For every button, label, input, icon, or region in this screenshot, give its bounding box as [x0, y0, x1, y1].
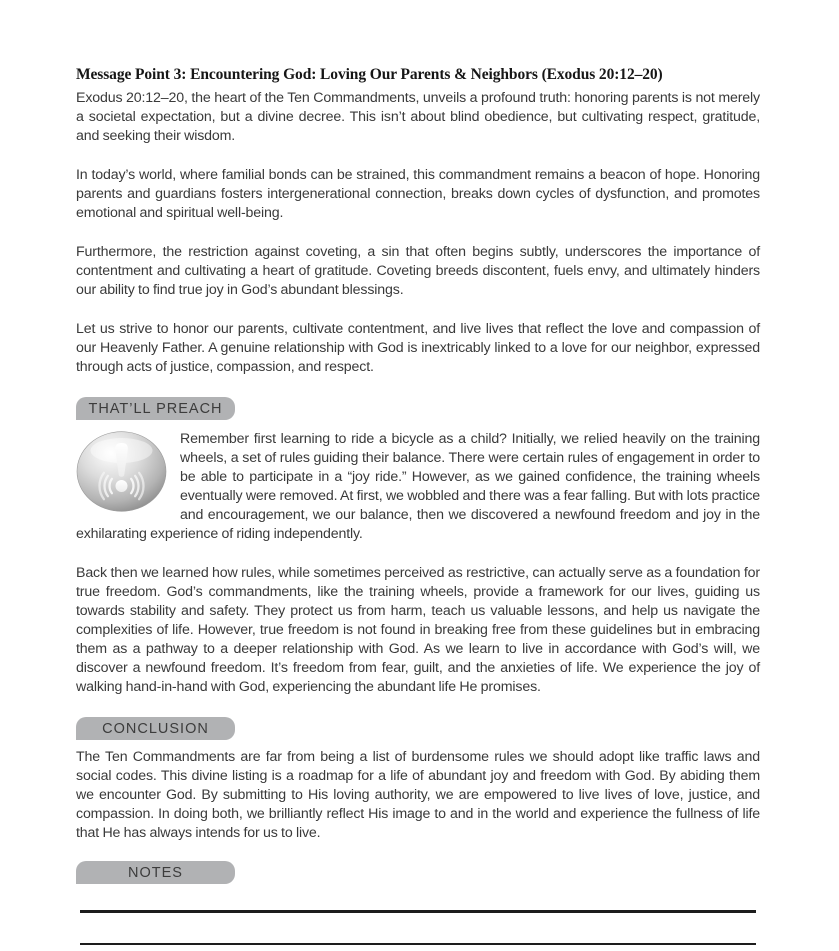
tab-notes — [76, 861, 235, 884]
notes-section — [76, 861, 760, 945]
preach-paragraph-1: Remember first learning to ride a bicycle as a child? Initially, we relied heavily on the training wheels, a set of rules guiding their balance. There were certain rules of engagement in order to be able to participate in a “joy ride.” However, as we gained confidence, the training wheels eventually were removed. At first, we wobbled and there was a fear falling. But with lots practice and encouragement, we our balance, then we discovered a newfound freedom and joy in the exhilarating experience of riding independently. — [76, 431, 760, 542]
intro-paragraph-1: Exodus 20:12–20, the heart of the Ten Commandments, unveils a profound truth: honoring parents is not merely a societal expectation, but a divine decree. This isn’t about blind obedience, but cultivating respect, gratitude, and seeking their wisdom. — [76, 90, 760, 144]
thatll-preach-label: THAT’LL PREACH — [88, 400, 223, 417]
preach-paragraph-2: Back then we learned how rules, while sometimes perceived as restrictive, can actually serve as a foundation for true freedom. God’s commandments, like the training wheels, provide a framework for our lives, guiding us towards stability and safety. They protect us from harm, teach us valuable lessons, and help us navigate the complexities of life. However, true freedom is not found in breaking free from these guidelines but in embracing them as a pathway to a deeper relationship with God. As we learn to live in accordance with God’s will, we discover a newfound freedom. It’s freedom from fear, guilt, and the anxieties of life. We experience the joy of walking hand-in-hand with God, experiencing the abundant life He promises. — [76, 565, 760, 695]
conclusion-paragraph: The Ten Commandments are far from being a list of burdensome rules we should adopt like traffic laws and social codes. This divine listing is a roadmap for a life of abundant joy and freedom with God. By abiding them we encounter God. By submitting to His loving authority, we are empowered to live lives of love, justice, and compassion. In doing both, we brilliantly reflect His image to and in the world and experience the fullness of life that He has always intends for us to live. — [76, 749, 760, 841]
document-content — [76, 0, 760, 863]
intro-paragraph-3: Furthermore, the restriction against coveting, a sin that often begins subtly, underscores the importance of contentment and cultivating a heart of gratitude. Coveting breeds discontent, fuels envy, and ultimately hinders our ability to find true joy in God’s abundant blessings. — [76, 244, 760, 298]
tab-thatll-preach — [76, 397, 235, 420]
notes-line — [80, 910, 756, 913]
page-title: Message Point 3: Encountering God: Loving Our Parents & Neighbors (Exodus 20:12–20) — [76, 66, 663, 83]
exclamation-sound-icon — [76, 431, 167, 512]
tab-conclusion — [76, 717, 235, 740]
notes-label: NOTES — [128, 864, 183, 881]
thatll-preach-block — [76, 430, 760, 564]
intro-paragraph-2: In today’s world, where familial bonds can be strained, this commandment remains a beacon of hope. Honoring parents and guardians fosters intergenerational connection, breaks down cycles of dysfunction, and promotes emotional and spiritual well-being. — [76, 167, 760, 221]
intro-paragraph-4: Let us strive to honor our parents, cultivate contentment, and live lives that reflect the love and compassion of our Heavenly Father. A genuine relationship with God is inextricably linked to a love for our neighbor, expressed through acts of justice, compassion, and respect. — [76, 321, 760, 375]
conclusion-label: CONCLUSION — [102, 720, 209, 737]
notes-line — [80, 943, 756, 946]
